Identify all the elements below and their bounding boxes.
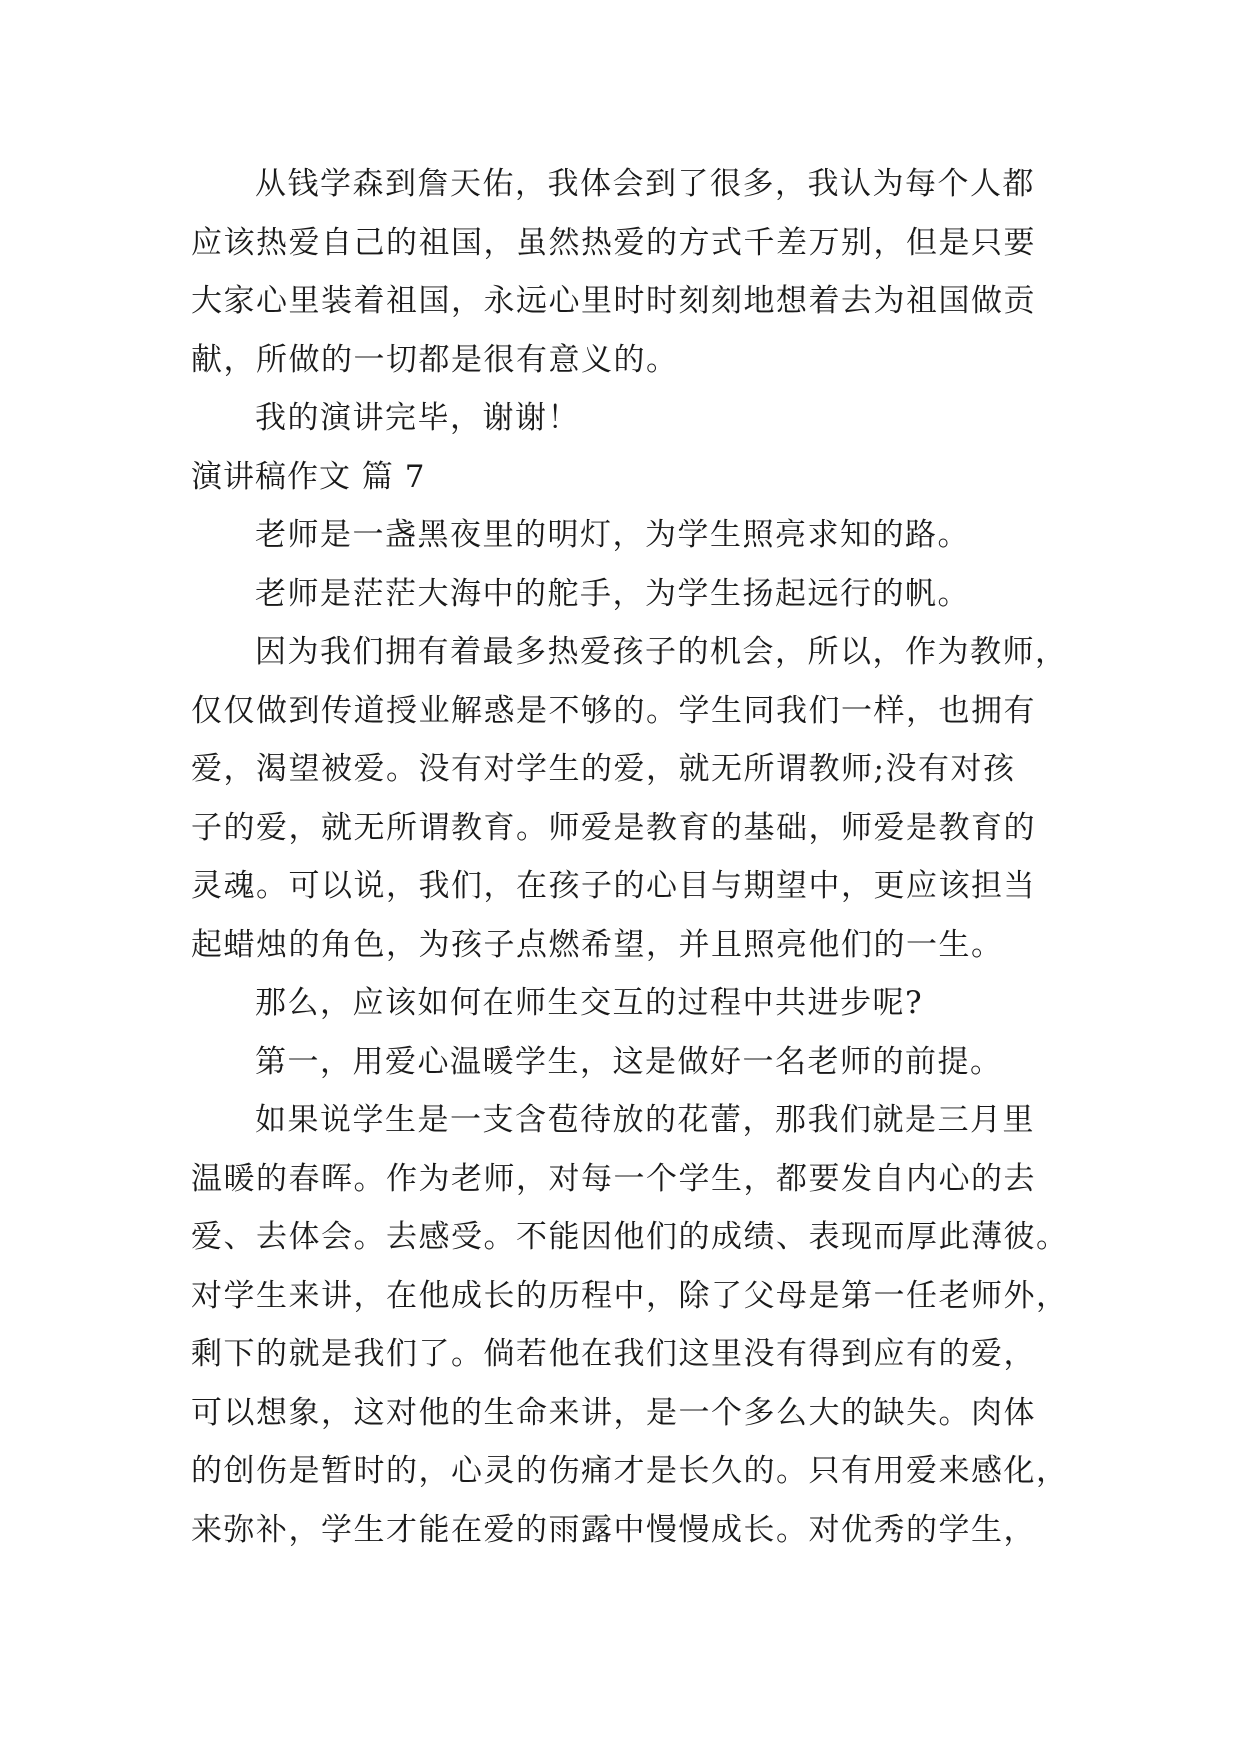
paragraph-line: 子的爱，就无所谓教育。师爱是教育的基础，师爱是教育的 xyxy=(191,809,1036,846)
paragraph-line: 那么，应该如何在师生交互的过程中共进步呢? xyxy=(255,985,924,1021)
section-heading: 演讲稿作文 篇 7 xyxy=(191,458,426,495)
paragraph-line: 老师是茫茫大海中的舵手，为学生扬起远行的帆。 xyxy=(255,575,970,612)
paragraph-line: 应该热爱自己的祖国，虽然热爱的方式千差万别，但是只要 xyxy=(191,224,1036,261)
paragraph-line: 第一，用爱心温暖学生，这是做好一名老师的前提。 xyxy=(255,1043,1003,1080)
paragraph-line: 仅仅做到传道授业解惑是不够的。学生同我们一样，也拥有 xyxy=(191,692,1036,729)
paragraph-line: 献，所做的一切都是很有意义的。 xyxy=(191,341,679,378)
paragraph-line: 因为我们拥有着最多热爱孩子的机会，所以，作为教师， xyxy=(255,634,1068,670)
paragraph-line: 温暖的春晖。作为老师，对每一个学生，都要发自内心的去 xyxy=(191,1160,1036,1197)
paragraph-line: 灵魂。可以说，我们，在孩子的心目与期望中，更应该担当 xyxy=(191,868,1036,904)
paragraph-line: 剩下的就是我们了。倘若他在我们这里没有得到应有的爱， xyxy=(191,1336,1036,1372)
paragraph-line: 老师是一盏黑夜里的明灯，为学生照亮求知的路。 xyxy=(255,517,970,553)
paragraph-line: 爱，渴望被爱。没有对学生的爱，就无所谓教师;没有对孩 xyxy=(191,751,1016,787)
paragraph-line: 起蜡烛的角色，为孩子点燃希望，并且照亮他们的一生。 xyxy=(191,926,1004,963)
paragraph-line: 可以想象，这对他的生命来讲，是一个多么大的缺失。肉体 xyxy=(191,1394,1036,1431)
paragraph-line: 爱、去体会。去感受。不能因他们的成绩、表现而厚此薄彼。 xyxy=(191,1219,1069,1255)
document-body xyxy=(191,155,1071,1559)
paragraph-line: 从钱学森到詹天佑，我体会到了很多，我认为每个人都 xyxy=(255,166,1035,202)
paragraph-line: 来弥补，学生才能在爱的雨露中慢慢成长。对优秀的学生， xyxy=(191,1511,1036,1548)
paragraph-line: 的创伤是暂时的，心灵的伤痛才是长久的。只有用爱来感化， xyxy=(191,1453,1069,1489)
paragraph-line: 如果说学生是一支含苞待放的花蕾，那我们就是三月里 xyxy=(255,1102,1035,1138)
paragraph-line: 对学生来讲，在他成长的历程中，除了父母是第一任老师外， xyxy=(191,1277,1069,1314)
paragraph-line: 大家心里装着祖国，永远心里时时刻刻地想着去为祖国做贡 xyxy=(191,283,1036,319)
paragraph-line: 我的演讲完毕，谢谢！ xyxy=(255,400,580,436)
